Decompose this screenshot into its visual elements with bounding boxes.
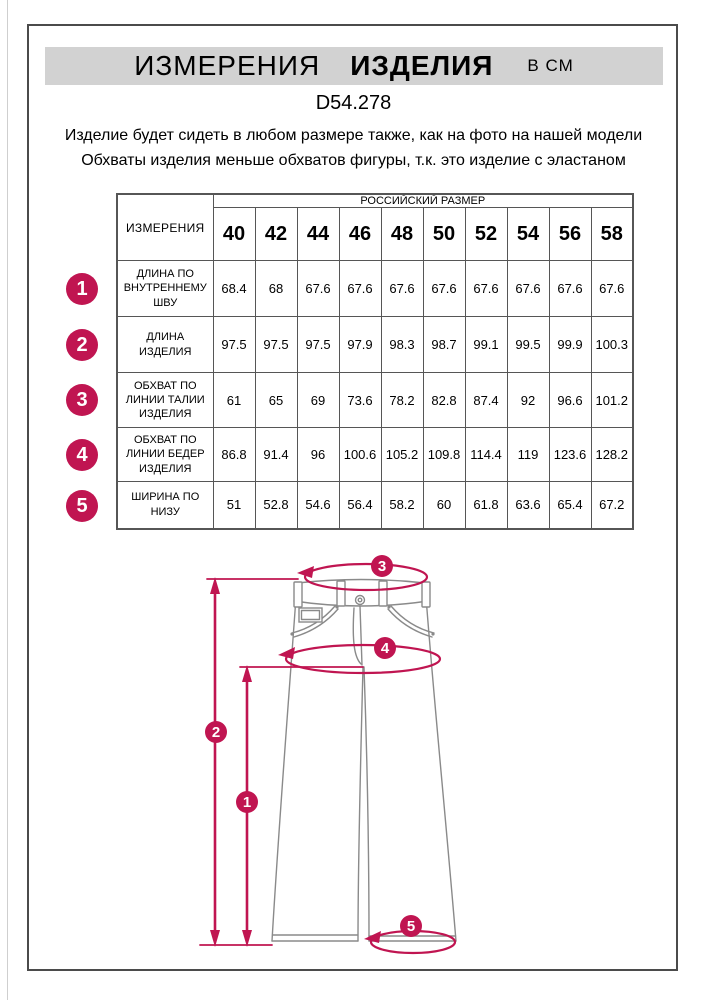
value-cell: 67.6 [549, 261, 591, 317]
value-cell: 99.9 [549, 317, 591, 373]
value-cell: 82.8 [423, 373, 465, 428]
diagram-badge-5: 5 [400, 915, 422, 937]
size-header-cell: 52 [465, 208, 507, 261]
value-cell: 78.2 [381, 373, 423, 428]
diagram-badge-1: 1 [236, 791, 258, 813]
value-cell: 123.6 [549, 428, 591, 482]
size-header-cell: 58 [591, 208, 633, 261]
value-cell: 67.6 [339, 261, 381, 317]
value-cell: 65 [255, 373, 297, 428]
value-cell: 100.6 [339, 428, 381, 482]
row-number-badge-5: 5 [66, 490, 98, 522]
row-label-cell: ОБХВАТ ПО ЛИНИИ ТАЛИИ ИЗДЕЛИЯ [117, 373, 213, 428]
value-cell: 61.8 [465, 482, 507, 529]
row-number-badge-4: 4 [66, 439, 98, 471]
value-cell: 91.4 [255, 428, 297, 482]
value-cell: 128.2 [591, 428, 633, 482]
value-cell: 56.4 [339, 482, 381, 529]
row-number-badge-3: 3 [66, 384, 98, 416]
measure-header-cell: ИЗМЕРЕНИЯ [117, 194, 213, 261]
value-cell: 99.1 [465, 317, 507, 373]
value-cell: 114.4 [465, 428, 507, 482]
value-cell: 87.4 [465, 373, 507, 428]
value-cell: 67.6 [423, 261, 465, 317]
size-header-cell: 56 [549, 208, 591, 261]
value-cell: 68.4 [213, 261, 255, 317]
pants-drawing [272, 580, 456, 942]
value-cell: 67.6 [381, 261, 423, 317]
pants-diagram-svg [180, 550, 530, 975]
note-line-1: Изделие будет сидеть в любом размере также, как на фото на нашей модели [64, 127, 643, 144]
value-cell: 109.8 [423, 428, 465, 482]
value-cell: 97.5 [213, 317, 255, 373]
row-number-badge-2: 2 [66, 329, 98, 361]
value-cell: 67.2 [591, 482, 633, 529]
value-cell: 67.6 [507, 261, 549, 317]
size-header-cell: 42 [255, 208, 297, 261]
diagram-badge-3: 3 [371, 555, 393, 577]
diagram-badge-2: 2 [205, 721, 227, 743]
table-row [117, 428, 633, 482]
value-cell: 51 [213, 482, 255, 529]
value-cell: 105.2 [381, 428, 423, 482]
size-header-cell: 46 [339, 208, 381, 261]
value-cell: 65.4 [549, 482, 591, 529]
value-cell: 86.8 [213, 428, 255, 482]
value-cell: 67.6 [465, 261, 507, 317]
value-cell: 99.5 [507, 317, 549, 373]
size-header-cell: 48 [381, 208, 423, 261]
value-cell: 98.3 [381, 317, 423, 373]
title-unit: В СМ [527, 56, 574, 75]
table-row [117, 317, 633, 373]
note-line-2: Обхваты изделия меньше обхватов фигуры, т.к. это изделие с эластаном [81, 152, 626, 169]
row-label-cell: ДЛИНА ИЗДЕЛИЯ [117, 317, 213, 373]
value-cell: 92 [507, 373, 549, 428]
product-code: D54.278 [315, 92, 392, 114]
value-cell: 67.6 [591, 261, 633, 317]
size-group-header-cell: РОССИЙСКИЙ РАЗМЕР [213, 194, 633, 208]
page-edge-line [7, 0, 8, 1000]
value-cell: 67.6 [297, 261, 339, 317]
size-table [116, 193, 634, 530]
measurement-annotations [200, 564, 455, 953]
row-label-cell: ДЛИНА ПО ВНУТРЕННЕМУ ШВУ [117, 261, 213, 317]
value-cell: 68 [255, 261, 297, 317]
size-header-cell: 50 [423, 208, 465, 261]
value-cell: 97.5 [255, 317, 297, 373]
value-cell: 97.9 [339, 317, 381, 373]
size-header-cell: 44 [297, 208, 339, 261]
value-cell: 60 [423, 482, 465, 529]
value-cell: 97.5 [297, 317, 339, 373]
title-measurements: ИЗМЕРЕНИЯ [134, 50, 321, 81]
value-cell: 54.6 [297, 482, 339, 529]
size-header-cell: 54 [507, 208, 549, 261]
table-row [117, 261, 633, 317]
value-cell: 58.2 [381, 482, 423, 529]
value-cell: 96 [297, 428, 339, 482]
value-cell: 101.2 [591, 373, 633, 428]
row-number-badge-1: 1 [66, 273, 98, 305]
title-band [45, 47, 663, 85]
table-row [117, 373, 633, 428]
value-cell: 119 [507, 428, 549, 482]
value-cell: 69 [297, 373, 339, 428]
value-cell: 73.6 [339, 373, 381, 428]
table-row [117, 482, 633, 529]
value-cell: 61 [213, 373, 255, 428]
value-cell: 52.8 [255, 482, 297, 529]
diagram-badge-4: 4 [374, 637, 396, 659]
value-cell: 63.6 [507, 482, 549, 529]
row-label-cell: ШИРИНА ПО НИЗУ [117, 482, 213, 529]
row-label-cell: ОБХВАТ ПО ЛИНИИ БЕДЕР ИЗДЕЛИЯ [117, 428, 213, 482]
value-cell: 100.3 [591, 317, 633, 373]
size-header-cell: 40 [213, 208, 255, 261]
title-product: ИЗДЕЛИЯ [350, 50, 494, 81]
value-cell: 96.6 [549, 373, 591, 428]
value-cell: 98.7 [423, 317, 465, 373]
